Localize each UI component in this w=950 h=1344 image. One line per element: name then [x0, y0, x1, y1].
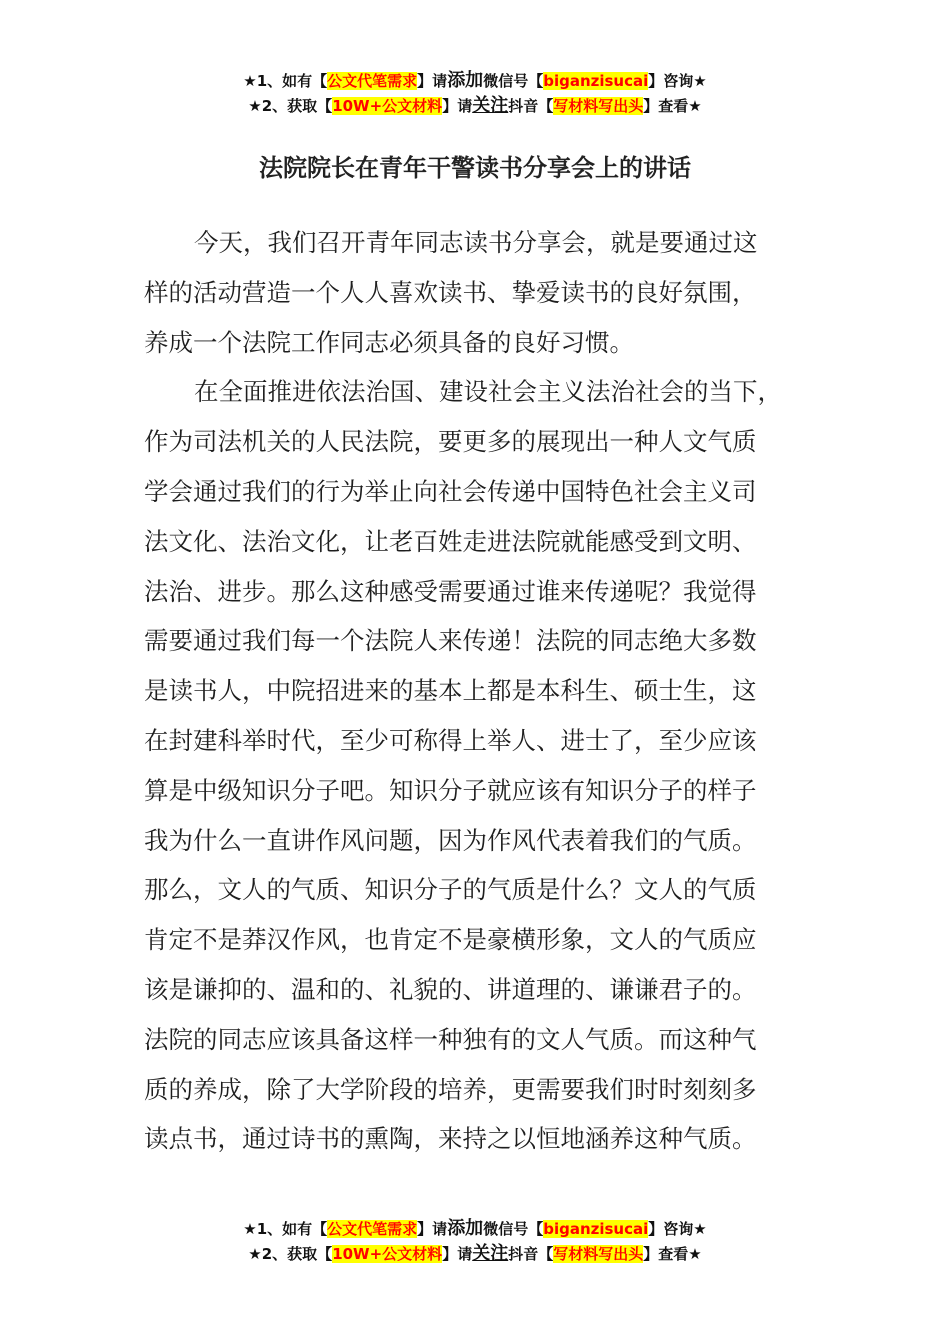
- promo-text: 抖音【: [508, 97, 554, 115]
- body-line: 算是中级知识分子吧。知识分子就应该有知识分子的样子: [144, 775, 757, 805]
- promo-text: 】请: [417, 1220, 448, 1238]
- promo-text: ★2、获取【: [248, 1245, 333, 1263]
- document-body: [144, 218, 834, 1164]
- body-line: 学会通过我们的行为举止向社会传递中国特色社会主义司: [144, 476, 757, 506]
- promo-highlight: 写材料写出头: [553, 1245, 644, 1263]
- body-line: 作为司法机关的人民法院，要更多的展现出一种人文气质: [144, 427, 757, 457]
- promo-line-2: [0, 93, 950, 118]
- body-line: 法文化、法治文化，让老百姓走进法院就能感受到文明、: [144, 526, 757, 556]
- promo-text: 微信号【: [483, 1220, 544, 1238]
- promo-emphasis: 添加: [447, 1218, 484, 1239]
- promo-text: ★1、如有【: [243, 72, 328, 90]
- body-line: 该是谦抑的、温和的、礼貌的、讲道理的、谦谦君子的。: [144, 974, 757, 1004]
- body-line: 读点书，通过诗书的熏陶，来持之以恒地涵养这种气质。: [144, 1124, 757, 1154]
- promo-text: ★1、如有【: [243, 1220, 328, 1238]
- promo-text: 】咨询★: [648, 72, 707, 90]
- document-title: 法院院长在青年干警读书分享会上的讲话: [259, 154, 691, 182]
- promo-line-2: [0, 1241, 950, 1266]
- body-line: 质的养成，除了大学阶段的培养，更需要我们时时刻刻多: [144, 1074, 757, 1104]
- body-line: 那么，文人的气质、知识分子的气质是什么？文人的气质: [144, 875, 757, 905]
- promo-highlight: 公文代笔需求: [327, 1220, 418, 1238]
- promo-banner-bottom: [0, 1216, 950, 1266]
- promo-line-1: [0, 1216, 950, 1241]
- body-line: 样的活动营造一个人人喜欢读书、挚爱读书的良好氛围，: [144, 277, 757, 307]
- body-line: 今天，我们召开青年同志读书分享会，就是要通过这: [194, 228, 758, 257]
- body-line: 在全面推进依法治国、建设社会主义法治社会的当下，: [194, 377, 782, 407]
- promo-emphasis: 关注: [472, 95, 509, 116]
- promo-text: 】查看★: [643, 97, 702, 115]
- promo-text: ★2、获取【: [248, 97, 333, 115]
- body-line: 在封建科举时代，至少可称得上举人、进士了，至少应该: [144, 725, 757, 755]
- promo-emphasis: 添加: [447, 70, 484, 91]
- promo-banner-top: [0, 68, 950, 118]
- body-line: 法院的同志应该具备这样一种独有的文人气质。而这种气: [144, 1024, 757, 1054]
- body-line: 养成一个法院工作同志必须具备的良好习惯。: [144, 327, 634, 357]
- promo-line-1: [0, 68, 950, 93]
- promo-text: 】请: [417, 72, 448, 90]
- promo-text: 】咨询★: [648, 1220, 707, 1238]
- promo-highlight: 10W+公文材料: [332, 97, 443, 115]
- promo-text: 抖音【: [508, 1245, 554, 1263]
- promo-emphasis: 关注: [472, 1243, 509, 1264]
- promo-highlight: biganzisucai: [543, 72, 649, 90]
- promo-highlight: 10W+公文材料: [332, 1245, 443, 1263]
- promo-highlight: 公文代笔需求: [327, 72, 418, 90]
- body-line: 需要通过我们每一个法院人来传递！法院的同志绝大多数: [144, 626, 757, 656]
- promo-text: 】查看★: [643, 1245, 702, 1263]
- promo-text: 】请: [442, 97, 473, 115]
- body-line: 我为什么一直讲作风问题，因为作风代表着我们的气质。: [144, 825, 757, 855]
- promo-highlight: biganzisucai: [543, 1220, 649, 1238]
- body-line: 肯定不是莽汉作风，也肯定不是豪横形象，文人的气质应: [144, 925, 757, 955]
- body-line: 法治、进步。那么这种感受需要通过谁来传递呢？我觉得: [144, 576, 757, 606]
- promo-text: 】请: [442, 1245, 473, 1263]
- promo-text: 微信号【: [483, 72, 544, 90]
- promo-highlight: 写材料写出头: [553, 97, 644, 115]
- body-line: 是读书人，中院招进来的基本上都是本科生、硕士生，这: [144, 676, 757, 706]
